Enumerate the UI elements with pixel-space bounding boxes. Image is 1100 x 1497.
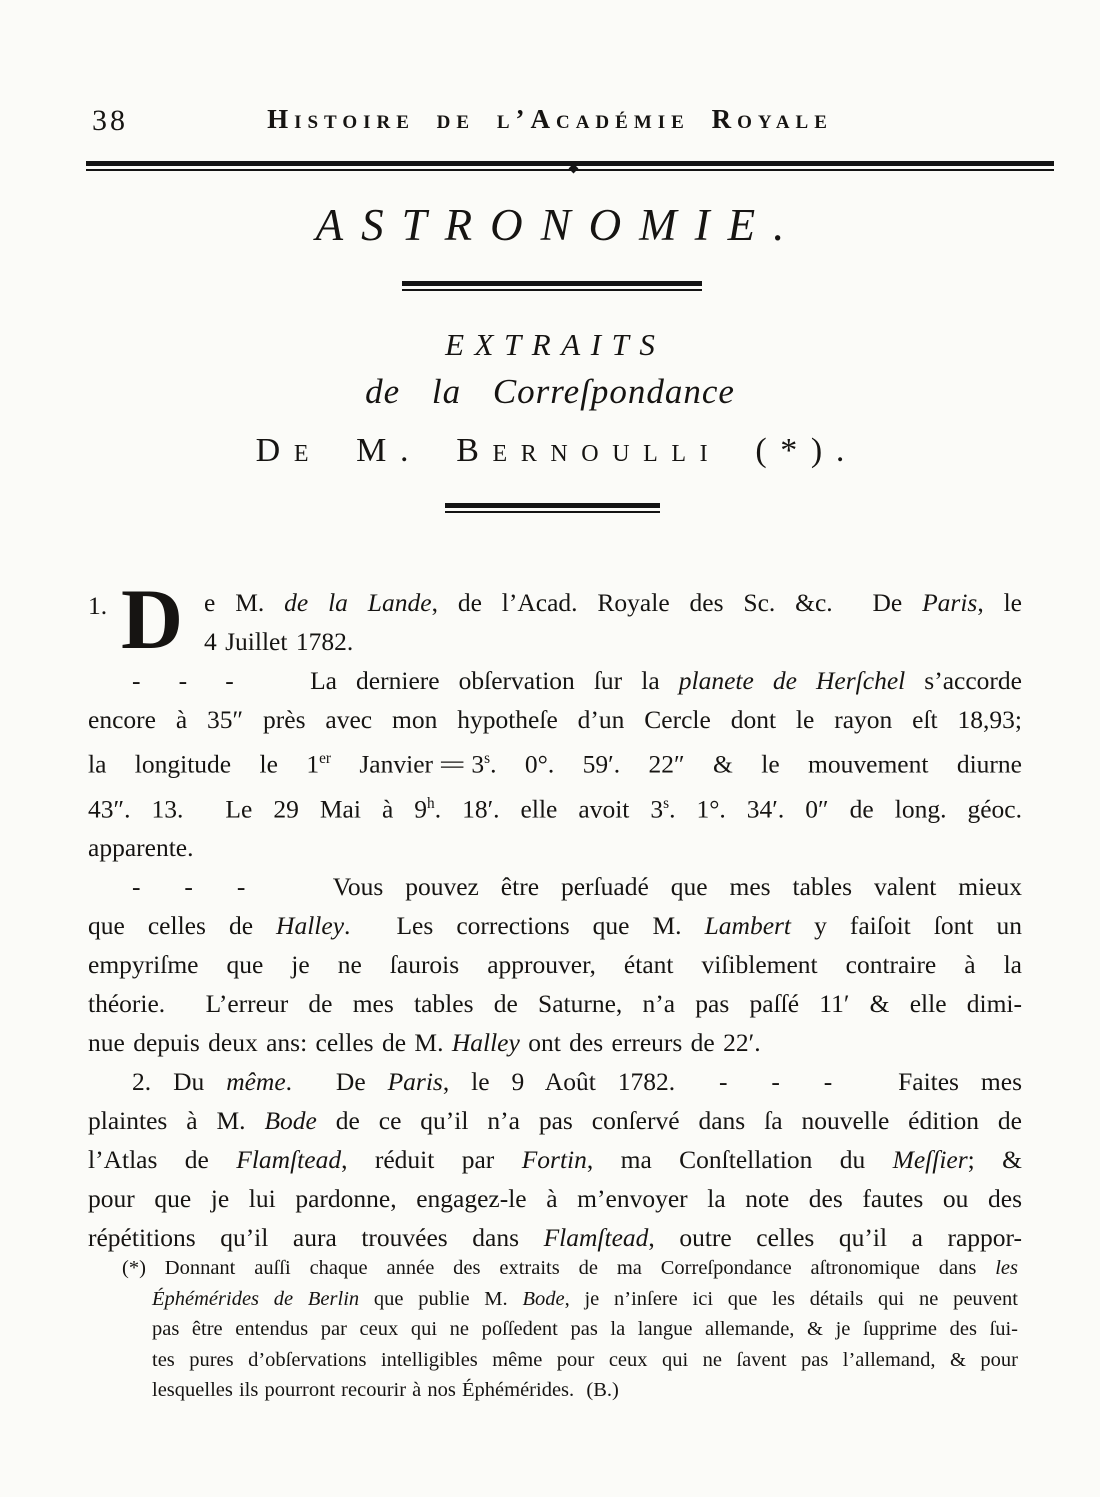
- body-text-line: l’Atlas de Flamſtead, réduit par Fortin, ma Conſtellation du Meſſier; &: [88, 1145, 1022, 1174]
- footnote-text-line: lesquelles ils pourront recourir à nos Éphémérides. (B.): [152, 1379, 619, 1401]
- footnote-text-line: Éphémérides de Berlin que publie M. Bode, je n’inſere ici que les détails qui ne peuvent: [152, 1287, 1018, 1310]
- title-rule: [402, 281, 702, 293]
- body-text-line: répétitions qu’il aura trouvées dans Flamſtead, outre celles qu’il a rappor-: [88, 1223, 1022, 1252]
- body-text-line: - - - La derniere obſervation ſur la planete de Herſchel s’accorde: [132, 666, 1022, 695]
- opening-text-line: 4 Juillet 1782.: [204, 627, 354, 656]
- running-title: Histoire de l’Académie Royale: [267, 104, 833, 134]
- body-text: [88, 661, 1022, 1257]
- body-text-line: encore à 35″ près avec mon hypotheſe d’un Cercle dont le rayon eſt 18,93;: [88, 705, 1022, 734]
- article-title: ASTRONOMIE.: [315, 200, 803, 250]
- body-text-line: que celles de Halley. Les corrections que M. Lambert y faiſoit ſont un: [88, 911, 1022, 940]
- footnote: [122, 1253, 1018, 1406]
- header-rule: [86, 161, 1054, 173]
- body-text-line: - - - Vous pouvez être perſuadé que mes tables valent mieux: [132, 872, 1022, 901]
- footnote-text-line: pas être entendus par ceux qui ne poſſedent pas la langue allemande, & je ſupprime des ſui-: [152, 1318, 1018, 1340]
- body-text-line: théorie. L’erreur de mes tables de Saturne, n’a pas paſſé 11′ & elle dimi-: [88, 989, 1022, 1018]
- subtitle-rule: [445, 503, 660, 515]
- opening-text-line: e M. de la Lande, de l’Acad. Royale des Sc. &c. De Paris, le: [204, 588, 1022, 617]
- running-header: [0, 100, 1100, 144]
- body-text-line: nue depuis deux ans: celles de M. Halley ont des erreurs de 22′.: [88, 1028, 761, 1057]
- opening-lines: [204, 583, 1022, 661]
- page-number: 38: [92, 104, 128, 137]
- footnote-lines: [122, 1253, 1018, 1406]
- body-text-line: plaintes à M. Bode de ce qu’il n’a pas conſervé dans ſa nouvelle édition de: [88, 1106, 1022, 1135]
- body-text-line: la longitude le 1er Janvier = $3^s$. 0°. 59′. 22″ & le mouvement diurne: [88, 749, 1022, 779]
- body-text-line: 43″. 13. Le 29 Mai à 9$^h$. 18′. elle avoit 3$^s$. 1°. 34′. 0″ de long. géoc.: [88, 794, 1022, 823]
- item-number: 1.: [88, 591, 108, 620]
- body-text-line: empyriſme que je ne ſaurois approuver, étant viſiblement contraire à la: [88, 950, 1022, 979]
- subtitle-correspondance: de la Correſpondance: [365, 372, 735, 411]
- body-text-line: apparente.: [88, 833, 194, 862]
- opening-left-column: [88, 571, 204, 667]
- article-body: [88, 571, 1023, 1257]
- body-text-line: 2. Du même. De Paris, le 9 Août 1782. - - - Faites mes: [132, 1067, 1023, 1096]
- footnote-text-line: (*) Donnant auſſi chaque année des extraits de ma Correſpondance aſtronomique dans les: [122, 1257, 1018, 1279]
- footnote-text-line: tes pures d’obſervations intelligibles même pour ceux qui ne ſavent pas l’allemand, & pour: [152, 1348, 1018, 1371]
- subtitle-extraits: EXTRAITS: [445, 327, 666, 362]
- body-text-line: pour que je lui pardonne, engagez-le à m’envoyer la note des fautes ou des: [88, 1184, 1022, 1213]
- subtitle-author-line: De M. Bernoulli (*).: [255, 432, 858, 469]
- drop-cap-letter: D: [121, 571, 184, 667]
- opening-paragraph: [88, 571, 1022, 667]
